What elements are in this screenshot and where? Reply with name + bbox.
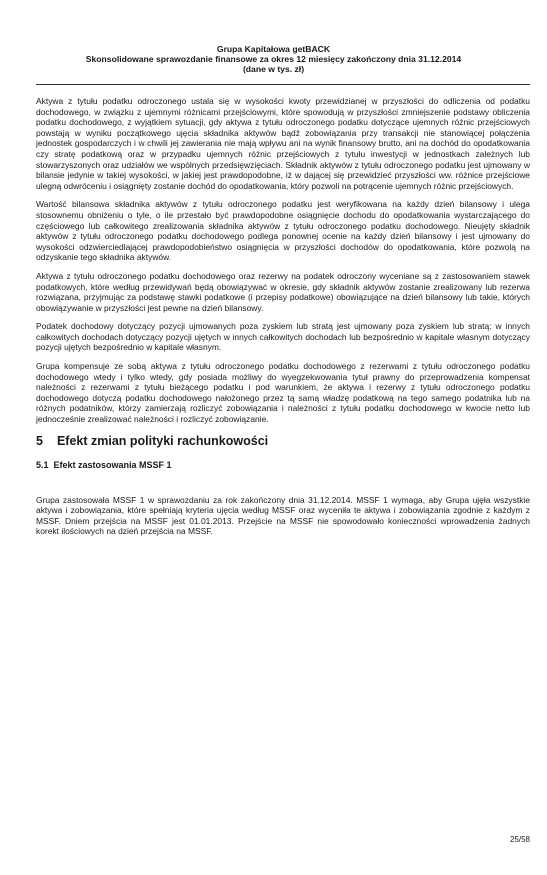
- header-units: (dane w tys. zł): [242, 64, 305, 74]
- header-divider: [36, 84, 530, 85]
- page-header: [0, 44, 547, 74]
- header-company: Grupa Kapitałowa getBACK: [216, 44, 331, 54]
- paragraph: Wartość bilansowa składnika aktywów z tytułu odroczonego podatku jest weryfikowana na każdy dzień bilansowy i ulega stosownemu obniżeniu o tyle, o ile przestało być prawdopodobne osiągnięcie dochodu do opodatkowania wystarczającego do częściowego lub całkowitego zrealizowania składnika aktywów z tytułu odroczonego podatku dochodowego. Nieujęty składnik aktywów z tytułu odroczonego podatku dochodowego podlega ponownej ocenie na każdy dzień bilansowy i jest ujmowany do wysokości odzwierciedlającej prawdopodobieństwo osiągnięcia w przyszłości dochodów do opodatkowania, które pozwolą na odzyskanie tego składnika aktywów.: [36, 199, 530, 263]
- header-report-title: Skonsolidowane sprawozdanie finansowe za okres 12 miesięcy zakończony dnia 31.12.2014: [85, 54, 462, 64]
- section-number: 5: [36, 433, 43, 448]
- paragraph: Podatek dochodowy dotyczący pozycji ujmowanych poza zyskiem lub stratą jest ujmowany poza zyskiem lub stratą: w innych całkowitych dochodach dotyczący pozycji ujętych w innych całkowitych dochodach lub bezpośrednio w kapitale własnym dotyczący pozycji ujętych bezpośrednio w kapitale własnym.: [36, 321, 530, 353]
- paragraph: Aktywa z tytułu podatku odroczonego ustala się w wysokości kwoty przewidzianej w przyszłości do odliczenia od podatku dochodowego, w związku z ujemnymi różnicami przejściowymi, które spowodują w przyszłości zmniejszenie podstawy obliczenia podatku dochodowego, z wyjątkiem sytuacji, gdy aktywa z tytułu odroczonego podatku dotyczące ujemnych różnic przejściowych powstają w wyniku początkowego ujęcia składnika aktywów bądź zobowiązania przy transakcji nie stanowiącej połączenia jednostek gospodarczych i w chwili jej zawierania nie mają wpływu ani na wynik finansowy brutto, ani na dochód do opodatkowania czy stratę podatkową oraz w przypadku ujemnych różnic przejściowych z tytułu inwestycji w jednostkach zależnych lub stowarzyszonych oraz udziałów we wspólnych przedsięwzięciach. Składnik aktywów z tytułu odroczonego podatku jest ujmowany w bilansie jedynie w takiej wysokości, w jakiej jest prawdopodobne, iż w dającej się przewidzieć przyszłości ww. różnice przejściowe ulegną odwróceniu i osiągnięty zostanie dochód do opodatkowania, który pozwoli na potrącenie ujemnych różnic przejściowych.: [36, 96, 530, 191]
- paragraph: Aktywa z tytułu odroczonego podatku dochodowego oraz rezerwy na podatek odroczony wyceniane są z zastosowaniem stawek podatkowych, które według przewidywań będą obowiązywać w okresie, gdy składnik aktywów zostanie zrealizowany lub rezerwa rozwiązana, przyjmując za podstawę stawki podatkowe (i przepisy podatkowe) obowiązujące na dzień bilansowy lub takie, których obowiązywanie w przyszłości jest pewne na dzień bilansowy.: [36, 270, 530, 313]
- page-body: [36, 96, 530, 545]
- paragraph: Grupa kompensuje ze sobą aktywa z tytułu odroczonego podatku dochodowego z rezerwami z tytułu odroczonego podatku dochodowego wtedy i tylko wtedy, gdy posiada możliwy do wyegzekwowania tytuł prawny do przeprowadzenia kompensat należności z rezerwami z tytułu bieżącego podatku i pod warunkiem, że aktywa i rezerwy z tytułu odroczonego podatku dochodowego dotyczą podatku dochodowego nałożonego przez tą samą władzę podatkową na tego samego podatnika lub na różnych podatników, którzy zamierzają rozliczyć zobowiązania i należności z tytułu podatku dochodowego w kwocie netto lub jednocześnie zrealizować należności i rozliczyć zobowiązanie.: [36, 361, 530, 425]
- subsection-title: Efekt zastosowania MSSF 1: [53, 459, 172, 470]
- paragraph-closing: Grupa zastosowała MSSF 1 w sprawozdaniu za rok zakończony dnia 31.12.2014. MSSF 1 wymaga, aby Grupa ujęła wszystkie aktywa i zobowiązania, które spełniają kryteria ujęcia według MSSF oraz wyceniła te aktywa i zobowiązania zgodnie z każdym z MSSF. Dniem przejścia na MSSF jest 01.01.2013. Przejście na MSSF nie spowodowało konieczności wprowadzenia żadnych korekt ilościowych na dzień przejścia na MSSF.: [36, 494, 530, 537]
- section-title: Efekt zmian polityki rachunkowości: [56, 433, 269, 448]
- subsection-number: 5.1: [36, 459, 49, 470]
- subsection-heading: [36, 460, 530, 471]
- page-number: 25/58: [509, 835, 530, 844]
- section-heading: [36, 434, 530, 448]
